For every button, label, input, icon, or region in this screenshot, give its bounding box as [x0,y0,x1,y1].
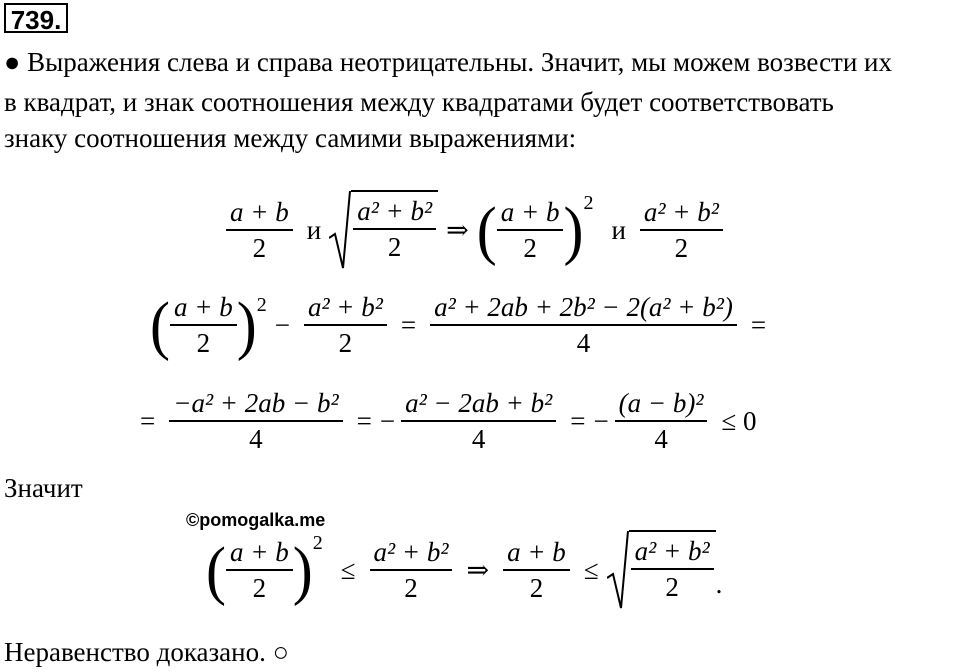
fraction-denominator: 2 [338,328,353,358]
fraction-denominator: 2 [252,233,267,263]
fraction-a-plus-b-over-2 [226,197,293,263]
fraction-denominator: 2 [404,573,418,603]
fraction-denominator: 2 [529,573,544,603]
equals-sign: = [140,405,156,436]
fraction-expanded-over-4 [430,292,737,358]
fraction-negated-over-4 [169,388,342,454]
fraction-numerator: a + b [503,537,570,571]
fraction-denominator: 2 [196,328,211,358]
end-period: . [715,569,723,599]
fraction-numerator: a + b [226,197,293,231]
minus-sign: − [379,405,396,436]
fraction-denominator: 2 [387,232,402,262]
less-or-equal-zero: ≤ 0 [721,405,757,436]
equals-sign: = [570,405,586,436]
exponent: 2 [583,192,594,214]
and-word: и [306,214,322,245]
fraction-numerator: a + b [170,292,237,326]
fraction-diff-squared-over-4 [615,388,708,454]
left-paren: ( [476,193,497,267]
fraction-a-plus-b-over-2 [170,292,237,358]
intro-line-2: в квадрат, и знак соотношения между квадратами будет соответствовать [4,87,834,117]
fraction-numerator: a² + 2ab + 2b² − 2(a² + b²) [430,292,737,326]
math-row-3 [140,388,765,454]
watermark: ©pomogalka.me [186,510,326,530]
fraction-denominator: 4 [471,424,486,454]
fraction-sum-of-squares-over-2 [370,537,453,603]
intro-line-1 [4,44,892,80]
fraction-sum-of-squares-over-2 [640,197,723,263]
fraction-numerator: a² + b² [370,537,453,571]
left-paren: ( [150,288,170,362]
fraction-numerator: a² + b² [353,196,436,230]
minus-sign: − [274,309,290,340]
radical-sign-icon [329,190,351,270]
right-paren: ) [292,533,313,607]
implies-arrow: ⇒ [466,554,490,585]
radical-sign-icon [607,530,629,610]
therefore-label: Значит [4,473,83,503]
fraction-numerator: (a − b)² [615,388,708,422]
fraction-denominator: 4 [654,424,668,454]
fraction-sum-of-squares-over-2 [353,196,436,262]
fraction-denominator: 2 [252,573,267,603]
intro-text-1: Выражения слева и справа неотрицательны. Значит, мы можем возвести их [27,47,892,77]
implies-arrow: ⇒ [446,214,469,245]
right-paren: ) [563,193,584,267]
equals-sign: = [356,405,372,436]
math-row-4 [206,530,722,610]
fraction-sum-of-squares-over-2 [304,292,387,358]
fraction-square-diff-over-4 [401,388,556,454]
fraction-numerator: a² + b² [631,536,714,570]
left-paren: ( [206,533,226,607]
intro-line-3: знаку соотношения между самими выражениями: [4,123,577,153]
less-or-equal-sign: ≤ [583,554,599,585]
fraction-denominator: 4 [576,328,591,358]
fraction-numerator: a + b [497,197,564,231]
fraction-numerator: a² + b² [304,292,387,326]
fraction-a-plus-b-over-2 [226,537,293,603]
exponent: 2 [256,294,267,316]
fraction-a-plus-b-over-2 [497,197,564,263]
and-word: и [611,214,626,245]
square-root [607,530,716,610]
minus-sign: − [593,405,609,436]
math-row-1 [220,190,729,270]
conclusion-text: Неравенство доказано. ○ [4,637,289,667]
fraction-denominator: 4 [249,424,263,454]
equals-sign: = [750,309,767,340]
equals-sign: = [400,309,417,340]
fraction-numerator: a² − 2ab + b² [401,388,556,422]
math-row-2 [150,288,774,362]
right-paren: ) [236,288,257,362]
fraction-numerator: a + b [226,537,293,571]
fraction-a-plus-b-over-2 [503,537,570,603]
fraction-denominator: 2 [665,572,679,602]
less-or-equal-sign: ≤ [340,554,356,585]
fraction-numerator: a² + b² [640,197,723,231]
fraction-denominator: 2 [523,233,537,263]
problem-number: 739. [4,3,68,33]
fraction-numerator: −a² + 2ab − b² [169,388,342,422]
fraction-denominator: 2 [674,233,689,263]
square-root [329,190,438,270]
fraction-sum-of-squares-over-2 [631,536,714,602]
exponent: 2 [312,532,323,554]
bullet: ● [4,47,21,77]
